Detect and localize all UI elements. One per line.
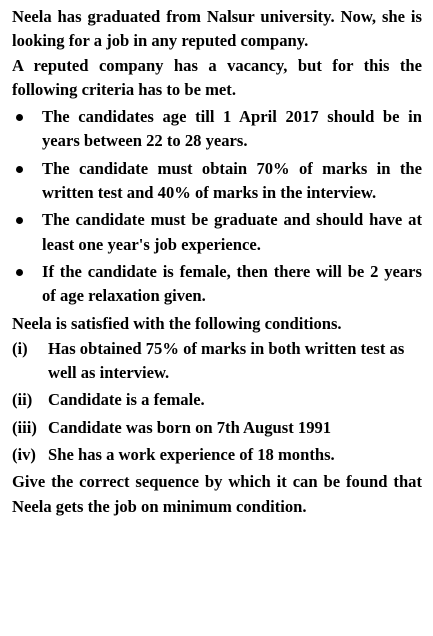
condition-item (12, 388, 422, 412)
condition-text: Has obtained 75% of marks in both written test as well as interview. (48, 338, 405, 383)
condition-item (12, 416, 422, 440)
bullet-icon (16, 166, 23, 173)
condition-item (12, 443, 422, 467)
criteria-text: If the candidate is female, then there will be 2 years of age relaxation given. (42, 261, 422, 306)
criteria-item (12, 208, 422, 257)
criteria-item (12, 260, 422, 309)
question-document (12, 0, 422, 519)
condition-text: Candidate is a female. (48, 390, 205, 410)
condition-text: She has a work experience of 18 months. (48, 445, 335, 465)
condition-number: (iii) (12, 417, 37, 437)
condition-number: (iv) (12, 445, 36, 465)
conditions-intro: Neela is satisfied with the following conditions. (12, 313, 342, 333)
conditions-list (12, 337, 422, 467)
criteria-item (12, 157, 422, 206)
criteria-text: The candidate must obtain 70% of marks in the written test and 40% of marks in the interview. (42, 158, 422, 203)
criteria-text: The candidate must be graduate and should have at least one year's job experience. (42, 210, 422, 254)
criteria-item (12, 105, 422, 154)
condition-number: (ii) (12, 390, 33, 410)
criteria-text: The candidates age till 1 April 2017 should be in years between 22 to 28 years. (42, 107, 422, 151)
condition-item (12, 337, 422, 386)
condition-text: Candidate was born on 7th August 1991 (48, 417, 332, 437)
bullet-icon (16, 269, 23, 276)
condition-number: (i) (12, 338, 28, 358)
criteria-list (12, 105, 422, 308)
intro-paragraph-1: Neela has graduated from Nalsur university. Now, she is looking for a job in any reputed company. (12, 7, 422, 51)
question-text: Give the correct sequence by which it can be found that Neela gets the job on minimum condition. (12, 472, 422, 516)
bullet-icon (16, 114, 23, 121)
intro-paragraph-2: A reputed company has a vacancy, but for this the following criteria has to be met. (12, 55, 422, 99)
bullet-icon (16, 217, 23, 224)
